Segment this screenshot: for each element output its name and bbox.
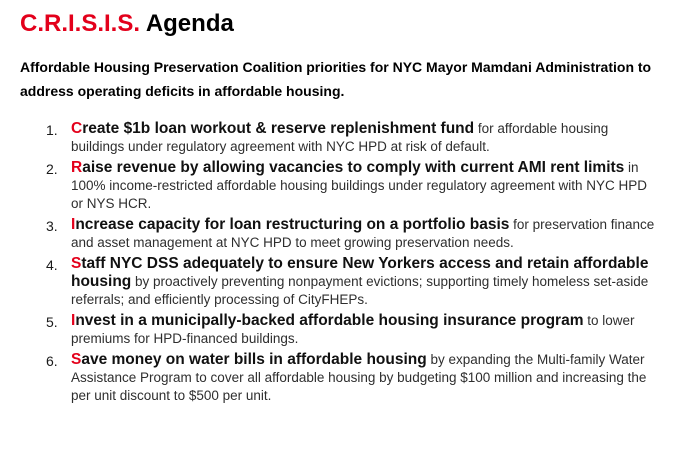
item-number: 1.: [46, 122, 58, 138]
item-heading: [71, 216, 509, 233]
agenda-item: [20, 159, 660, 213]
item-description: by expanding the Multi-family Water Assistance Program to cover all affordable housing by budgeting $100 million and increasing the per unit discount to $500 per unit.: [71, 352, 647, 403]
item-number: 4.: [46, 257, 58, 273]
item-description: to lower premiums for HPD-financed buildings.: [71, 313, 635, 346]
agenda-item: [20, 351, 660, 405]
agenda-list: [20, 120, 660, 408]
item-initial: I: [71, 216, 76, 233]
item-heading-text: nvest in a municipally-backed affordable housing insurance program: [75, 312, 584, 329]
item-initial: C: [71, 120, 83, 137]
agenda-item: [20, 216, 660, 252]
item-initial: I: [71, 312, 76, 329]
item-heading: [71, 120, 474, 137]
item-initial: S: [71, 255, 82, 272]
item-heading: [71, 312, 583, 329]
page-title: [20, 7, 234, 41]
item-initial: S: [71, 351, 82, 368]
item-heading: [71, 351, 427, 368]
agenda-item: [20, 120, 660, 156]
item-description: for preservation finance and asset management at NYC HPD to meet growing preservation needs.: [71, 217, 655, 250]
item-heading: [71, 159, 624, 176]
item-heading-text: ncrease capacity for loan restructuring on a portfolio basis: [75, 216, 510, 233]
item-number: 5.: [46, 314, 58, 330]
item-number: 2.: [46, 161, 58, 177]
item-heading-text: taff NYC DSS adequately to ensure New Yorkers access and retain affordable housing: [71, 255, 649, 290]
item-description: by proactively preventing nonpayment evictions; supporting timely homeless set-aside referrals; and efficiently processing of CityFHEPs.: [71, 274, 649, 307]
title-acronym: C.R.I.S.I.S.: [20, 10, 141, 37]
item-description: for affordable housing buildings under regulatory agreement with NYC HPD at risk of default.: [71, 121, 609, 154]
item-heading-text: aise revenue by allowing vacancies to comply with current AMI rent limits: [82, 159, 625, 176]
page-subtitle: Affordable Housing Preservation Coalition priorities for NYC Mayor Mamdani Administration to address operating deficits in affordable housing.: [20, 59, 652, 99]
item-number: 3.: [46, 218, 58, 234]
agenda-item: [20, 312, 660, 348]
item-heading-text: reate $1b loan workout & reserve replenishment fund: [82, 120, 475, 137]
title-rest: Agenda: [145, 10, 234, 37]
item-number: 6.: [46, 353, 58, 369]
item-description: in 100% income-restricted affordable housing buildings under regulatory agreement with NYC HPD or NYS HCR.: [71, 160, 648, 211]
agenda-item: [20, 255, 660, 309]
item-heading-text: ave money on water bills in affordable housing: [81, 351, 427, 368]
item-initial: R: [71, 159, 83, 176]
